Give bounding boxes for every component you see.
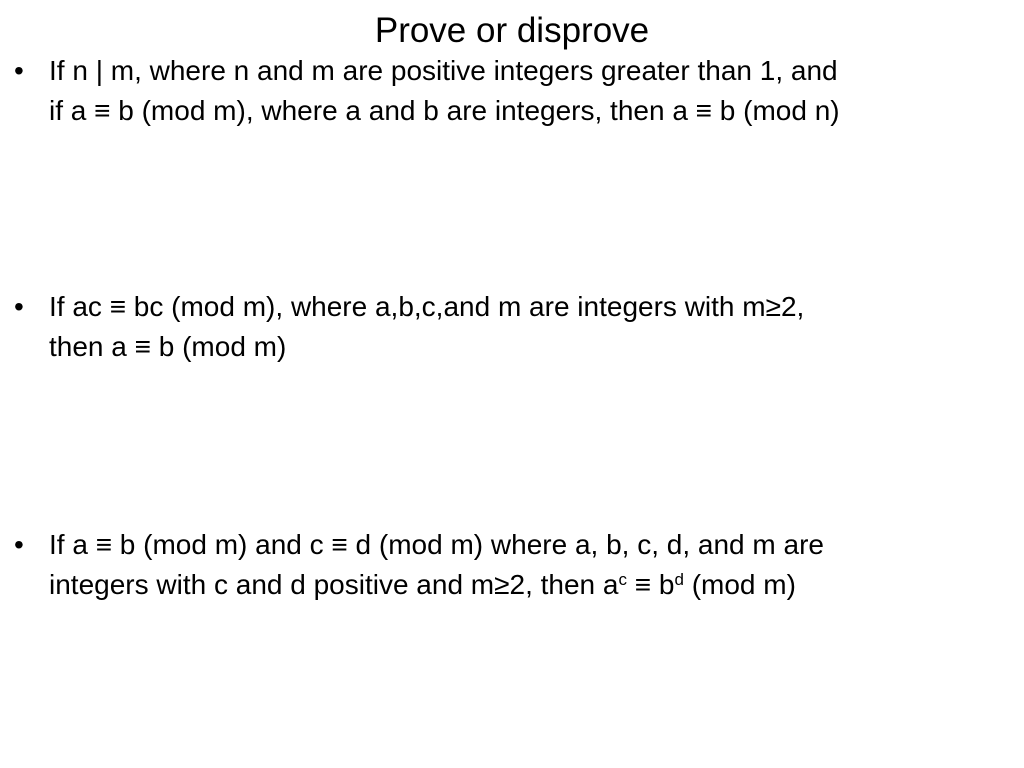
line-suffix: (mod m) [683, 569, 796, 600]
exponent-c: c [618, 570, 627, 589]
line-prefix: integers with c and d positive and m≥2, then a [49, 569, 619, 600]
bullet-line-with-exponents [49, 565, 1020, 605]
bullet-item-2 [14, 287, 1020, 367]
bullet-line: If a ≡ b (mod m) and c ≡ d (mod m) where a, b, c, d, and m are [49, 529, 824, 560]
bullet-icon: • [14, 529, 24, 560]
bullet-line: then a ≡ b (mod m) [49, 331, 287, 362]
bullet-text [49, 51, 1020, 131]
bullet-line: If n | m, where n and m are positive integers greater than 1, and [49, 55, 838, 86]
bullet-item-1 [14, 51, 1020, 131]
bullet-item-3 [14, 525, 1020, 605]
bullet-text [49, 525, 1020, 605]
slide-title: Prove or disprove [374, 11, 650, 50]
exponent-d: d [674, 570, 684, 589]
bullet-line: if a ≡ b (mod m), where a and b are integers, then a ≡ b (mod n) [49, 95, 840, 126]
bullet-icon: • [14, 291, 24, 322]
bullet-text [49, 287, 1020, 367]
bullet-icon: • [14, 55, 24, 86]
line-middle: ≡ b [626, 569, 675, 600]
bullet-line: If ac ≡ bc (mod m), where a,b,c,and m are integers with m≥2, [49, 291, 805, 322]
